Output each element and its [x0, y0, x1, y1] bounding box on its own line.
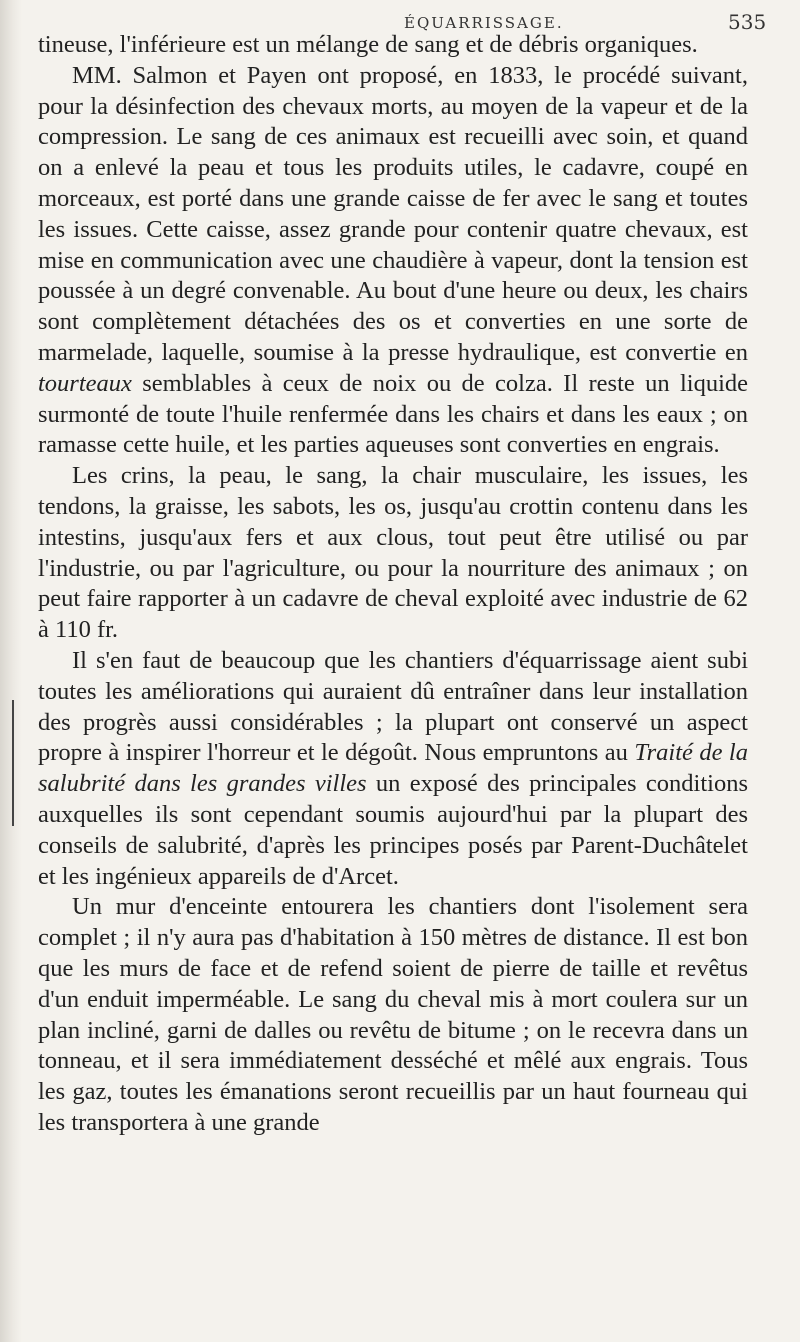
body-text [38, 30, 748, 1139]
page-gutter-shadow [0, 0, 22, 1342]
running-head: ÉQUARRISSAGE. [404, 14, 564, 32]
paragraph-text: MM. Salmon et Payen ont proposé, en 1833, le procédé suivant, pour la désinfection des chevaux morts, au moyen de la vapeur et de la compression. Le sang de ces animaux est recueilli avec soin, et quand on a enlevé la peau et tous les produits utiles, le cadavre, coupé en morceaux, est porté dans une grande caisse de fer avec le sang et toutes les issues. Cette caisse, assez grande pour contenir quatre chevaux, est mise en communication avec une chaudière à vapeur, dont la tension est poussée à un degré convenable. Au bout d'une heure ou deux, les chairs sont complètement détachées des os et converties en une sorte de marmelade, laquelle, soumise à la presse hydraulique, est convertie en [38, 61, 748, 366]
margin-rule [12, 700, 14, 826]
paragraph-byproducts [38, 461, 748, 646]
paragraph-chantiers [38, 646, 748, 892]
paragraph-text-after: semblables à ceux de noix ou de colza. Il reste un liquide surmonté de toute l'huile renfermée dans les chairs et dans les eaux ; on ramasse cette huile, et les parties aqueuses sont converties en engrais. [38, 369, 748, 459]
paragraph-continuation [38, 30, 748, 61]
paragraph-text-after: un exposé des principales conditions auxquelles ils sont cependant soumis aujourd'hui par la plupart des conseils de salubrité, d'après les principes posés par Parent-Duchâtelet et les ingénieux appareils de d'Arcet. [38, 770, 749, 890]
italic-term: tourteaux [38, 369, 132, 397]
paragraph-mur-enceinte [38, 892, 748, 1138]
paragraph-text: Les crins, la peau, le sang, la chair musculaire, les issues, les tendons, la graisse, les sabots, les os, jusqu'au crottin contenu dans les intestins, jusqu'aux fers et aux clous, tout peut être utilisé ou par l'industrie, ou par l'agriculture, ou pour la nourriture des animaux ; on peut faire rapporter à un cadavre de cheval exploité avec industrie de 62 à 110 fr. [38, 462, 748, 644]
italic-title: Traité de la salubrité dans les grandes villes [38, 739, 748, 798]
paragraph-text: Un mur d'enceinte entourera les chantiers dont l'isolement sera complet ; il n'y aura pas d'habitation à 150 mètres de distance. Il est bon que les murs de face et de refend soient de pierre de taille et revêtus d'un enduit imperméable. Le sang du cheval mis à mort coulera sur un plan incliné, garni de dalles ou revêtu de bitume ; on le recevra dans un tonneau, et il sera immédiatement desséché et mêlé aux engrais. Tous les gaz, toutes les émanations seront recueillis par un haut fourneau qui les transportera à une grande [38, 893, 748, 1136]
paragraph-salmon-payen [38, 61, 748, 461]
page-number: 535 [728, 10, 767, 34]
paragraph-text: Il s'en faut de beaucoup que les chantiers d'équarrissage aient subi toutes les améliorations qui auraient dû entraîner dans leur installation des progrès aussi considérables ; la plupart ont conservé un aspect propre à inspirer l'horreur et le dégoût. Nous empruntons au [38, 646, 748, 767]
paragraph-text: tineuse, l'inférieure est un mélange de sang et de débris organiques. [38, 31, 698, 58]
